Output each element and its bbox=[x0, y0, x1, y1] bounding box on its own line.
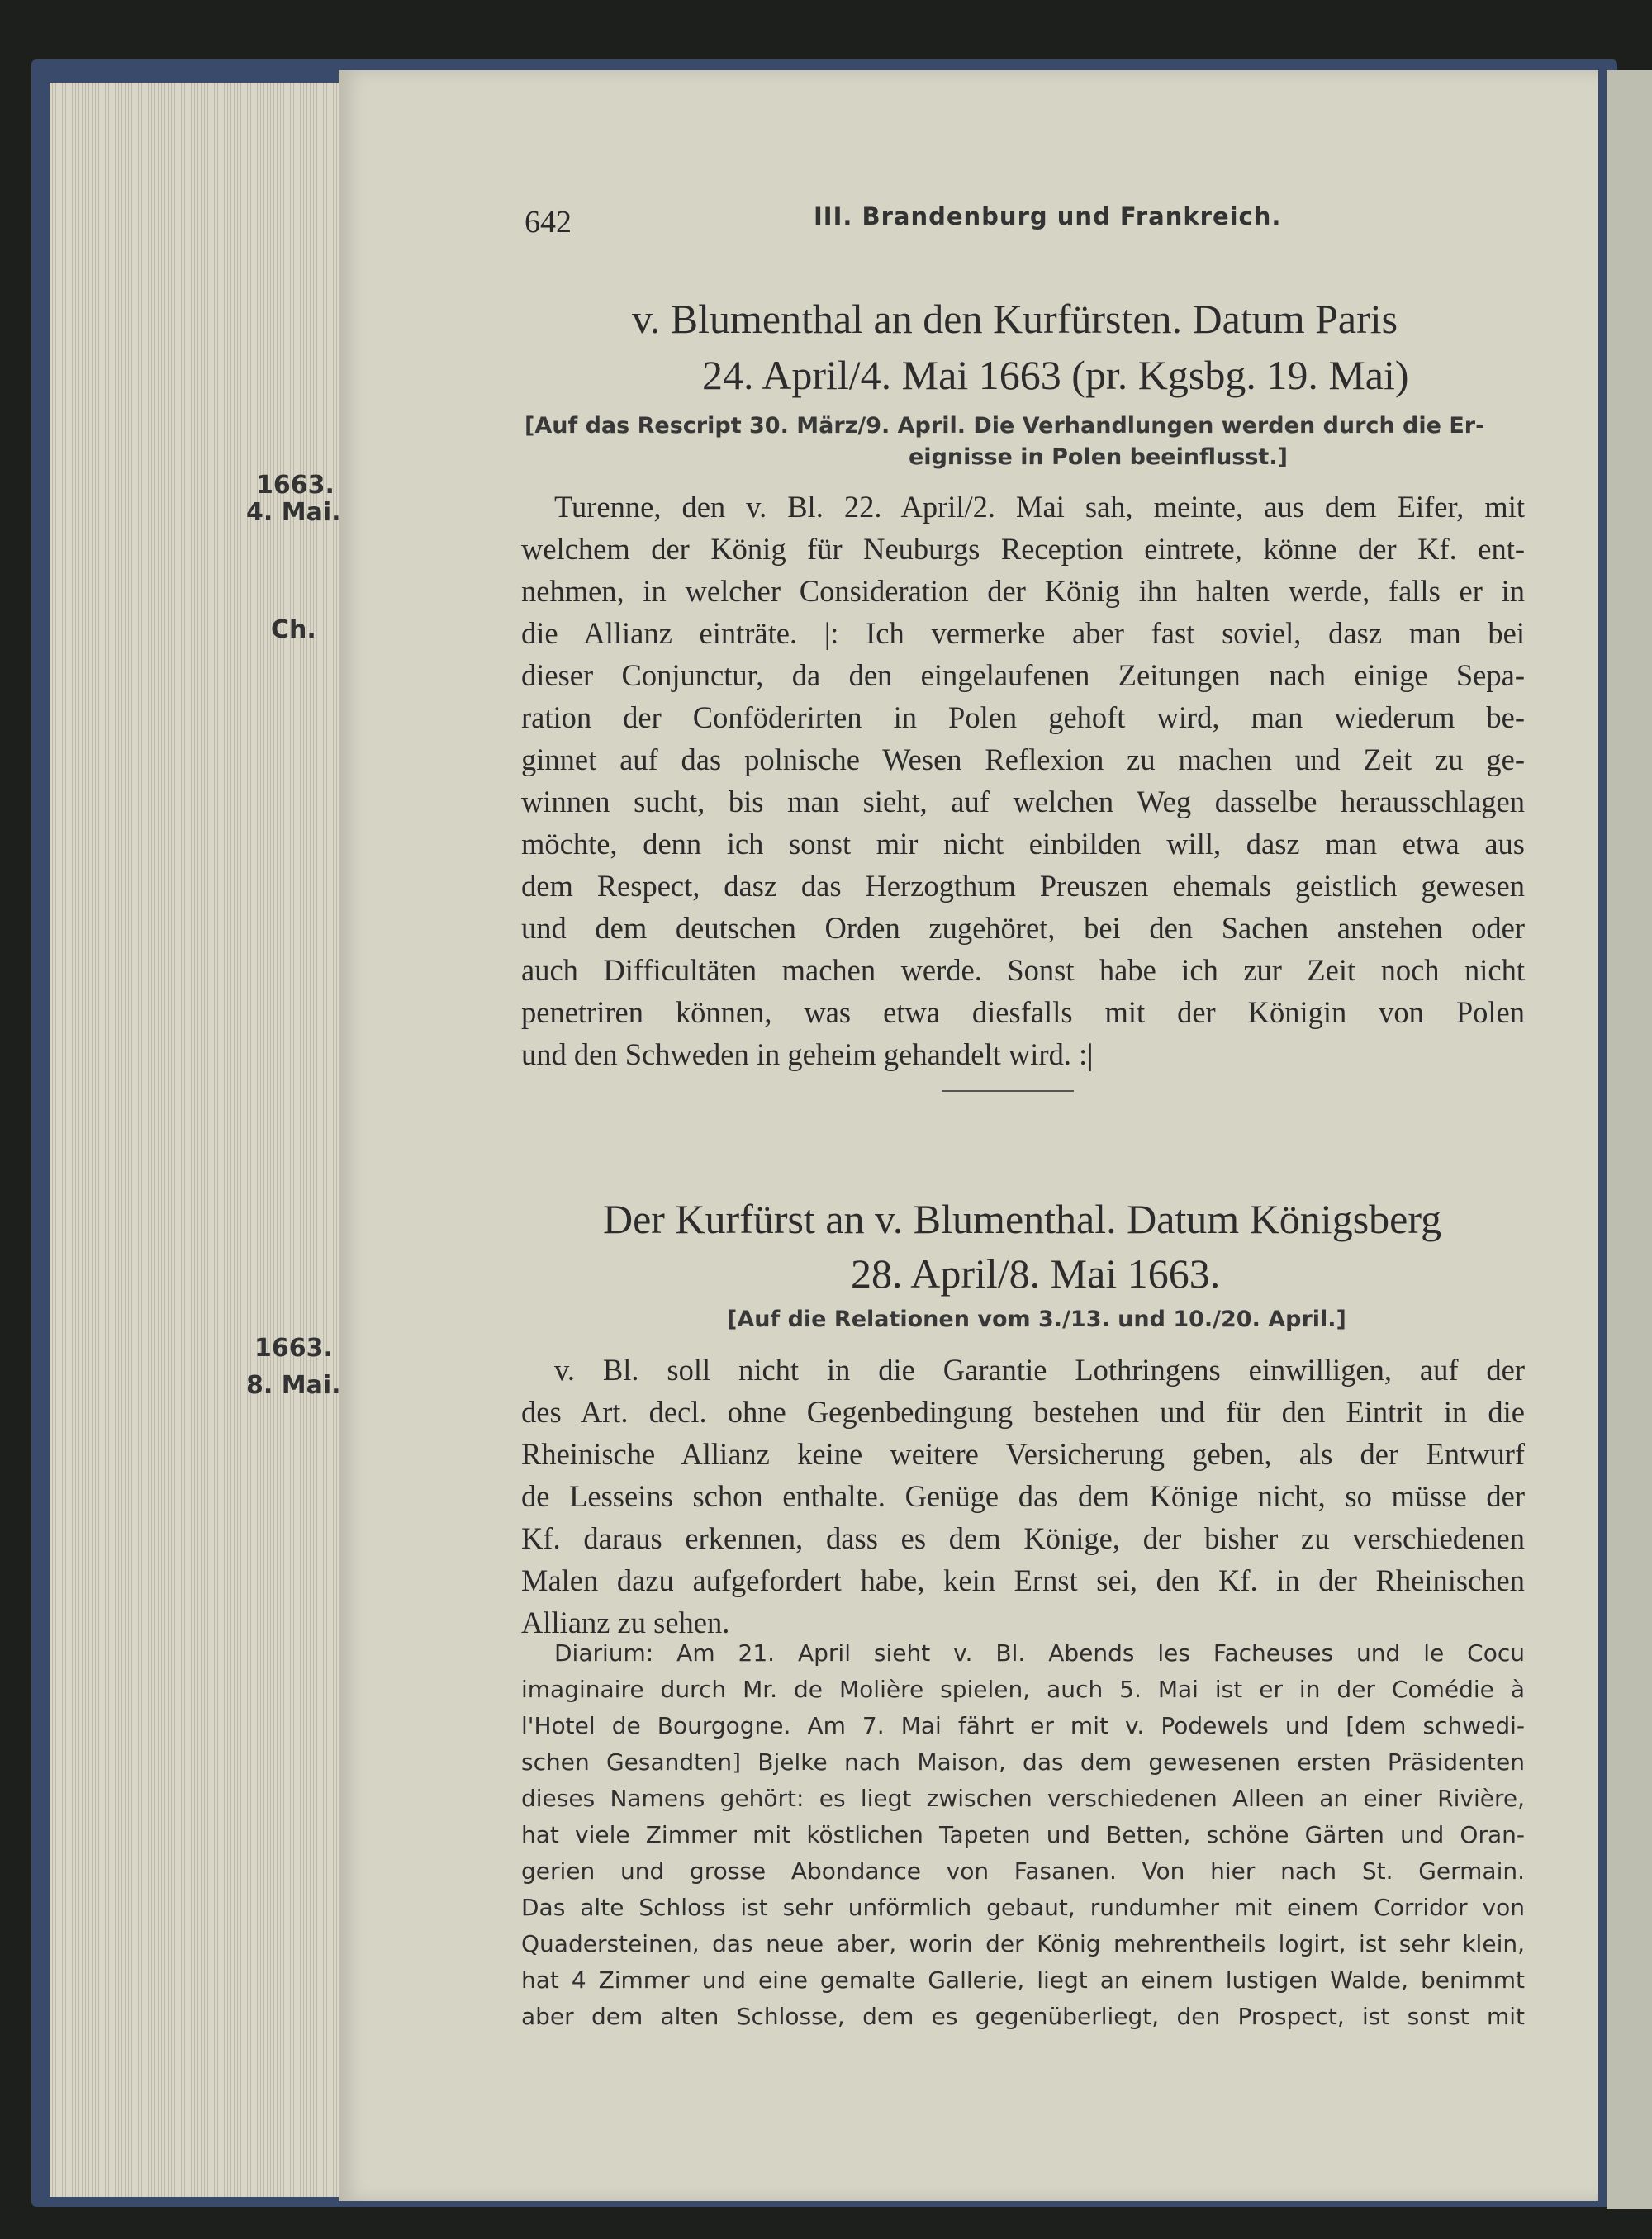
diarium-line: Das alte Schloss ist sehr unförmlich gebaut, rundumher mit einem Corridor von bbox=[521, 1894, 1525, 1921]
section1-margin-year: 1663. bbox=[256, 471, 335, 500]
section1-body-line: die Allianz einträte. |: Ich vermerke aber fast soviel, dasz man bei bbox=[521, 616, 1525, 650]
section1-margin-date: 4. Mai. bbox=[246, 498, 341, 527]
section2-heading-line1: Der Kurfürst an v. Blumenthal. Datum Königsberg bbox=[603, 1196, 1442, 1242]
section1-body-line: ration der Conföderirten in Polen gehoft wird, man wiederum be- bbox=[521, 700, 1525, 734]
diarium-line: hat 4 Zimmer und eine gemalte Gallerie, liegt an einem lustigen Walde, benimmt bbox=[521, 1966, 1525, 1994]
section2-margin-date: 8. Mai. bbox=[246, 1371, 341, 1400]
section2-margin-year: 1663. bbox=[254, 1334, 333, 1363]
diarium-line: dieses Namens gehört: es liegt zwischen verschiedenen Alleen an einer Rivière, bbox=[521, 1785, 1525, 1812]
page-number: 642 bbox=[525, 205, 572, 240]
section1-body-line: penetriren können, was etwa diesfalls mit der Königin von Polen bbox=[521, 995, 1525, 1029]
section1-heading-line2: 24. April/4. Mai 1663 (pr. Kgsbg. 19. Mai) bbox=[702, 352, 1409, 398]
section2-body-line: Kf. daraus erkennen, dass es dem Könige, der bisher zu verschiedenen bbox=[521, 1521, 1525, 1555]
section2-body-line: Rheinische Allianz keine weitere Versicherung geben, als der Entwurf bbox=[521, 1437, 1525, 1471]
section-divider bbox=[942, 1090, 1074, 1092]
running-head: III. Brandenburg und Frankreich. bbox=[814, 202, 1282, 230]
section2-body-line: de Lesseins schon enthalte. Genüge das dem Könige nicht, so müsse der bbox=[521, 1479, 1525, 1513]
section1-body-line: welchem der König für Neuburgs Reception eintrete, könne der Kf. ent- bbox=[521, 532, 1525, 566]
page-edges bbox=[50, 83, 343, 2197]
section1-note-line2: eignisse in Polen beeinflusst.] bbox=[909, 444, 1288, 470]
section1-body-line: nehmen, in welcher Consideration der König ihn halten werde, falls er in bbox=[521, 574, 1525, 608]
section1-body-line: Turenne, den v. Bl. 22. April/2. Mai sah, meinte, aus dem Eifer, mit bbox=[554, 490, 1525, 524]
diarium-line: Diarium: Am 21. April sieht v. Bl. Abends les Facheuses und le Cocu bbox=[554, 1639, 1525, 1667]
section1-body-line: auch Difficultäten machen werde. Sonst habe ich zur Zeit noch nicht bbox=[521, 953, 1525, 987]
section2-body bbox=[521, 1349, 1525, 1644]
section1-heading-line1: v. Blumenthal an den Kurfürsten. Datum Paris bbox=[632, 296, 1398, 342]
section1-body-line: und den Schweden in geheim gehandelt wird. :| bbox=[521, 1037, 1094, 1071]
section2-note: [Auf die Relationen vom 3./13. und 10./20. April.] bbox=[727, 1307, 1346, 1332]
book-page bbox=[246, 70, 1598, 2201]
section1-body bbox=[521, 486, 1525, 1075]
diarium-line: l'Hotel de Bourgogne. Am 7. Mai fährt er mit v. Podewels und [dem schwedi- bbox=[521, 1712, 1525, 1739]
section1-body-line: ginnet auf das polnische Wesen Reflexion zu machen und Zeit zu ge- bbox=[521, 742, 1525, 776]
section2-heading-line2: 28. April/8. Mai 1663. bbox=[851, 1250, 1221, 1297]
section1-body-line: dieser Conjunctur, da den eingelaufenen Zeitungen nach einige Sepa- bbox=[521, 658, 1525, 692]
diarium-block bbox=[521, 1635, 1525, 2035]
diarium-line: aber dem alten Schlosse, dem es gegenüberliegt, den Prospect, ist sonst mit bbox=[521, 2003, 1525, 2030]
diarium-line: imaginaire durch Mr. de Molière spielen, auch 5. Mai ist er in der Comédie à bbox=[521, 1676, 1525, 1703]
diarium-line: gerien und grosse Abondance von Fasanen. Von hier nach St. Germain. bbox=[521, 1857, 1525, 1885]
section1-body-line: winnen sucht, bis man sieht, auf welchen Weg dasselbe herausschlagen bbox=[521, 785, 1525, 818]
section1-body-line: möchte, denn ich sonst mir nicht einbilden will, dasz man etwa aus bbox=[521, 827, 1525, 861]
diarium-line: schen Gesandten] Bjelke nach Maison, das dem gewesenen ersten Präsidenten bbox=[521, 1748, 1525, 1776]
facing-page-edge bbox=[1607, 70, 1652, 2209]
section1-margin-ch: Ch. bbox=[271, 615, 316, 644]
section1-body-line: und dem deutschen Orden zugehöret, bei den Sachen anstehen oder bbox=[521, 911, 1525, 945]
section2-body-line: Allianz zu sehen. bbox=[521, 1606, 730, 1639]
section1-note-line1: [Auf das Rescript 30. März/9. April. Die Verhandlungen werden durch die Er- bbox=[525, 413, 1485, 439]
section2-body-line: Malen dazu aufgefordert habe, kein Ernst sei, den Kf. in der Rheinischen bbox=[521, 1563, 1525, 1597]
section2-body-line: v. Bl. soll nicht in die Garantie Lothringens einwilligen, auf der bbox=[554, 1353, 1525, 1387]
section1-body-line: dem Respect, dasz das Herzogthum Preuszen ehemals geistlich gewesen bbox=[521, 869, 1525, 903]
section2-body-line: des Art. decl. ohne Gegenbedingung bestehen und für den Eintrit in die bbox=[521, 1395, 1525, 1429]
diarium-line: Quadersteinen, das neue aber, worin der König mehrentheils logirt, ist sehr klein, bbox=[521, 1930, 1525, 1957]
diarium-line: hat viele Zimmer mit köstlichen Tapeten und Betten, schöne Gärten und Oran- bbox=[521, 1821, 1525, 1848]
